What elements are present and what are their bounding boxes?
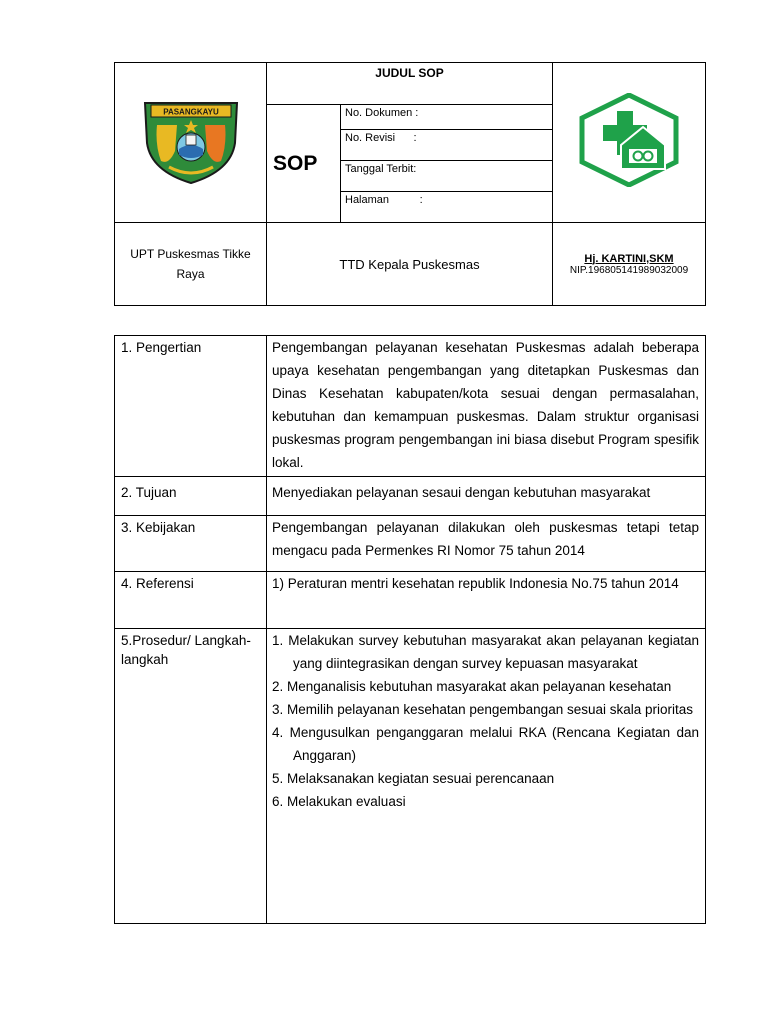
list-item: 4. Mengusulkan penganggaran melalui RKA (Rencana Kegiatan dan Anggaran)	[272, 725, 699, 763]
referensi-row	[115, 572, 706, 629]
pengertian-row	[115, 336, 706, 477]
referensi-content	[267, 572, 706, 629]
prosedur-row	[115, 629, 706, 924]
prosedur-label-text: 5.Prosedur/ Langkah-langkah	[121, 633, 251, 667]
tujuan-row	[115, 477, 706, 516]
tujuan-text: Menyediakan pelayanan sesaui dengan kebutuhan masyarakat	[267, 477, 706, 516]
list-item: 6. Melakukan evaluasi	[272, 794, 406, 809]
pasangkayu-emblem-icon	[139, 95, 243, 185]
list-item: 1. Melakukan survey kebutuhan masyarakat akan pelayanan kegiatan yang diintegrasikan dengan survey kepuasan masyarakat	[272, 633, 699, 671]
ttd-label: TTD Kepala Puskesmas	[267, 223, 553, 306]
signer-nip: NIP.196805141989032009	[569, 264, 689, 276]
sop-label: SOP	[267, 105, 341, 223]
prosedur-content	[267, 629, 706, 924]
list-item: 3. Memilih pelayanan kesehatan pengembangan sesuai skala prioritas	[272, 702, 694, 717]
sop-title: JUDUL SOP	[267, 63, 553, 105]
referensi-label: 4. Referensi	[115, 572, 267, 629]
prosedur-steps	[272, 629, 699, 813]
list-item: 5. Melaksanakan kegiatan sesuai perencanaan	[272, 771, 555, 786]
puskesmas-logo-icon	[577, 93, 681, 187]
sop-header-table	[114, 62, 706, 306]
no-revisi-label: No. Revisi :	[341, 130, 553, 161]
prosedur-label	[115, 629, 267, 924]
signer-name: Hj. KARTINI,SKM	[584, 252, 674, 265]
unit-name: UPT Puskesmas Tikke Raya	[115, 223, 267, 306]
kebijakan-row	[115, 516, 706, 572]
regency-logo-cell	[115, 63, 267, 223]
halaman-label: Halaman :	[341, 192, 553, 223]
kebijakan-label: 3. Kebijakan	[115, 516, 267, 572]
tujuan-label: 2. Tujuan	[115, 477, 267, 516]
pengertian-label: 1. Pengertian	[115, 336, 267, 477]
kebijakan-text: Pengembangan pelayanan dilakukan oleh puskesmas tetapi tetap mengacu pada Permenkes RI Nomor 75 tahun 2014	[267, 516, 706, 572]
no-dokumen-label: No. Dokumen :	[341, 105, 553, 130]
referensi-item: 1) Peraturan mentri kesehatan republik Indonesia No.75 tahun 2014	[272, 576, 679, 591]
puskesmas-logo-cell	[553, 63, 706, 223]
pengertian-text: Pengembangan pelayanan kesehatan Puskesmas adalah beberapa upaya kesehatan pengembangan yang ditetapkan Puskesmas dan Dinas Kesehatan kabupaten/kota sesuai dengan permasalahan, kebutuhan dan kemampuan puskesmas. Dalam struktur organisasi puskesmas program pengembangan ini biasa disebut Program spesifik lokal.	[267, 336, 706, 477]
signature-block	[553, 223, 706, 306]
tanggal-terbit-label: Tanggal Terbit:	[341, 161, 553, 192]
sop-body-table	[114, 335, 706, 924]
svg-text:PASANGKAYU: PASANGKAYU	[162, 107, 219, 117]
list-item: 2. Menganalisis kebutuhan masyarakat akan pelayanan kesehatan	[272, 679, 672, 694]
